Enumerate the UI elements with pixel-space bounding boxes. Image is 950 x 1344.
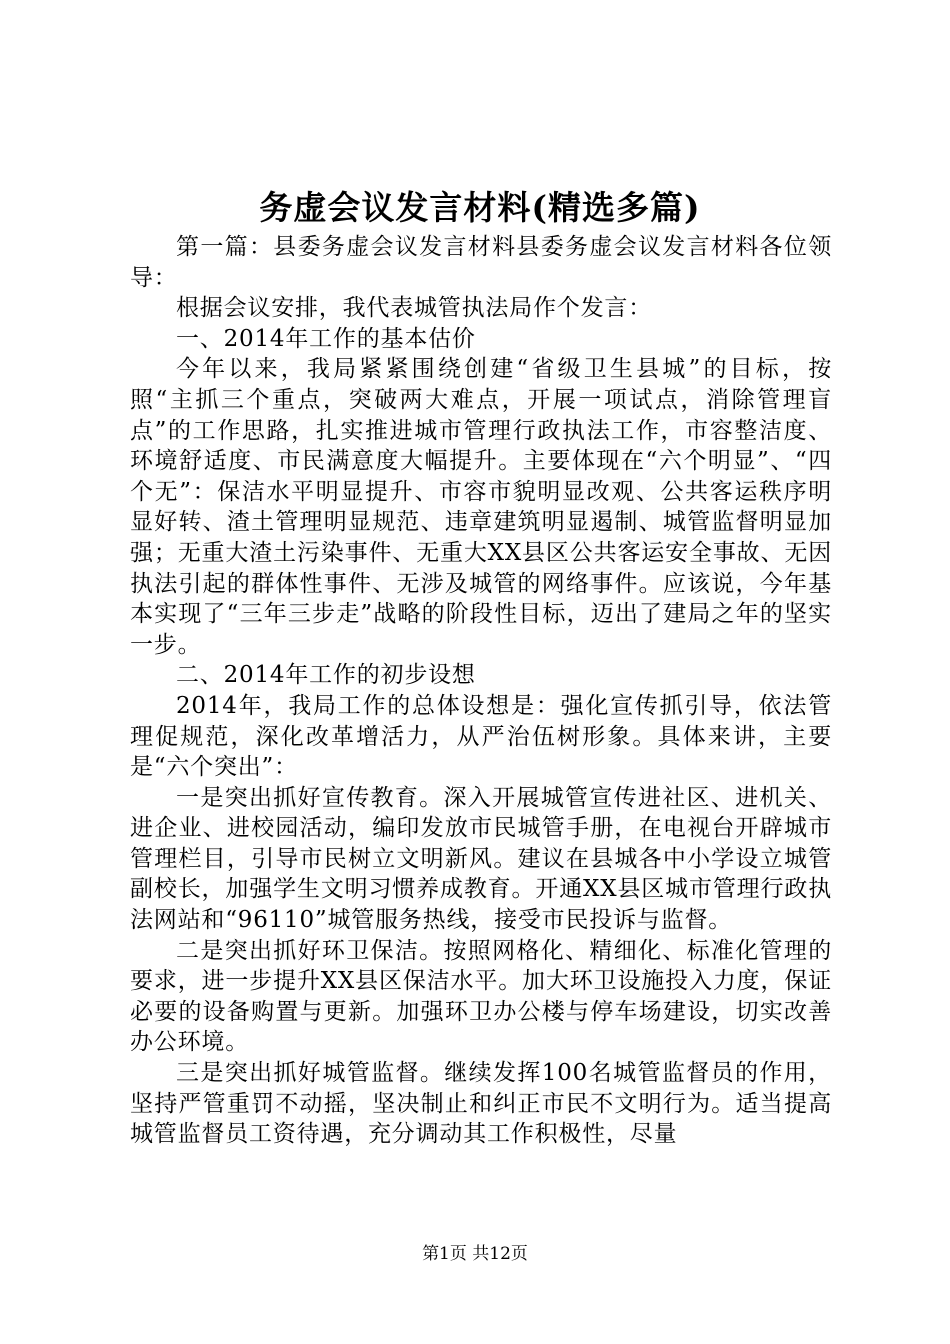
paragraph: 一是突出抓好宣传教育。深入开展城管宣传进社区、进机关、进企业、进校园活动，编印发放市民城管手册，在电视台开辟城市管理栏目，引导市民树立文明新风。建议在县城各中小学设立城管副校长，加强学生文明习惯养成教育。开通XX县区城市管理行政执法网站和“96110”城管服务热线，接受市民投诉与监督。 <box>130 784 832 934</box>
page-number-footer: 第1页 共12页 <box>422 1244 528 1264</box>
paragraph: 二是突出抓好环卫保洁。按照网格化、精细化、标准化管理的要求，进一步提升XX县区保洁水平。加大环卫设施投入力度，保证必要的设备购置与更新。加强环卫办公楼与停车场建设，切实改善办公环境。 <box>130 937 832 1056</box>
document-body <box>130 232 832 1150</box>
section-heading: 一、2014年工作的基本估价 <box>176 325 476 352</box>
paragraph: 第一篇：县委务虚会议发言材料县委务虚会议发言材料各位领导： <box>130 234 832 291</box>
paragraph: 2014年，我局工作的总体设想是：强化宣传抓引导，依法管理促规范，深化改革增活力，从严治伍树形象。具体来讲，主要是“六个突出”： <box>130 692 832 781</box>
paragraph: 今年以来，我局紧紧围绕创建“省级卫生县城”的目标，按照“主抓三个重点，突破两大难点，开展一项试点，消除管理盲点”的工作思路，扎实推进城市管理行政执法工作，市容整洁度、环境舒适度、市民满意度大幅提升。主要体现在“六个明显”、“四个无”：保洁水平明显提升、市容市貌明显改观、公共客运秩序明显好转、渣土管理明显规范、违章建筑明显遏制、城管监督明显加强；无重大渣土污染事件、无重大XX县区公共客运安全事故、无因执法引起的群体性事件、无涉及城管的网络事件。应该说，今年基本实现了“三年三步走”战略的阶段性目标，迈出了建局之年的坚实一步。 <box>130 356 832 658</box>
paragraph: 三是突出抓好城管监督。继续发挥100名城管监督员的作用，坚持严管重罚不动摇，坚决制止和纠正市民不文明行为。适当提高城管监督员工资待遇，充分调动其工作积极性，尽量 <box>130 1060 832 1148</box>
document-title: 务虚会议发言材料(精选多篇) <box>259 188 701 227</box>
section-heading: 二、2014年工作的初步设想 <box>176 662 476 689</box>
paragraph: 根据会议安排，我代表城管执法局作个发言： <box>176 295 652 322</box>
